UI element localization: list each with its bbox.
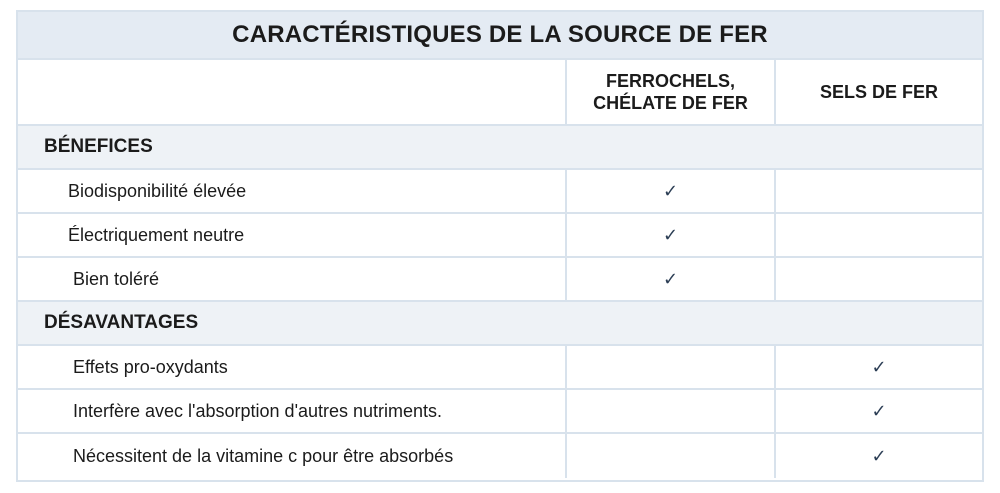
table-row bbox=[18, 390, 982, 434]
row-label: Effets pro-oxydants bbox=[18, 346, 567, 388]
header-empty-cell bbox=[18, 60, 567, 124]
header-ferrochels bbox=[567, 60, 776, 124]
section-desavantages: DÉSAVANTAGES bbox=[18, 302, 982, 346]
row-label: Interfère avec l'absorption d'autres nutriments. bbox=[18, 390, 567, 432]
ferrochels-cell bbox=[567, 434, 776, 478]
check-icon: ✓ bbox=[871, 446, 887, 466]
ferrochels-cell bbox=[567, 258, 776, 300]
sels-cell bbox=[776, 346, 982, 388]
sels-cell bbox=[776, 390, 982, 432]
row-label: Nécessitent de la vitamine c pour être absorbés bbox=[18, 434, 567, 478]
ferrochels-cell bbox=[567, 390, 776, 432]
table-title: CARACTÉRISTIQUES DE LA SOURCE DE FER bbox=[18, 12, 982, 60]
comparison-table bbox=[16, 10, 984, 482]
sels-cell bbox=[776, 214, 982, 256]
sels-cell bbox=[776, 170, 982, 212]
table-row bbox=[18, 214, 982, 258]
header-sels-de-fer: SELS DE FER bbox=[819, 82, 939, 102]
ferrochels-cell bbox=[567, 346, 776, 388]
check-icon: ✓ bbox=[662, 181, 679, 201]
check-icon: ✓ bbox=[871, 357, 887, 377]
header-ferrochels-line1: FERROCHELS, bbox=[605, 71, 735, 91]
table-row bbox=[18, 434, 982, 478]
column-header-row bbox=[18, 60, 982, 126]
header-ferrochels-line2: CHÉLATE DE FER bbox=[593, 93, 748, 113]
ferrochels-cell bbox=[567, 170, 776, 212]
ferrochels-cell bbox=[567, 214, 776, 256]
table-row bbox=[18, 346, 982, 390]
row-label: Électriquement neutre bbox=[18, 214, 567, 256]
sels-cell bbox=[776, 434, 982, 478]
check-icon: ✓ bbox=[662, 225, 679, 245]
row-label: Bien toléré bbox=[18, 258, 567, 300]
sels-cell bbox=[776, 258, 982, 300]
section-benefices: BÉNEFICES bbox=[18, 126, 982, 170]
check-icon: ✓ bbox=[662, 269, 679, 289]
check-icon: ✓ bbox=[871, 401, 887, 421]
table-row bbox=[18, 170, 982, 214]
table-row bbox=[18, 258, 982, 302]
row-label: Biodisponibilité élevée bbox=[18, 170, 567, 212]
